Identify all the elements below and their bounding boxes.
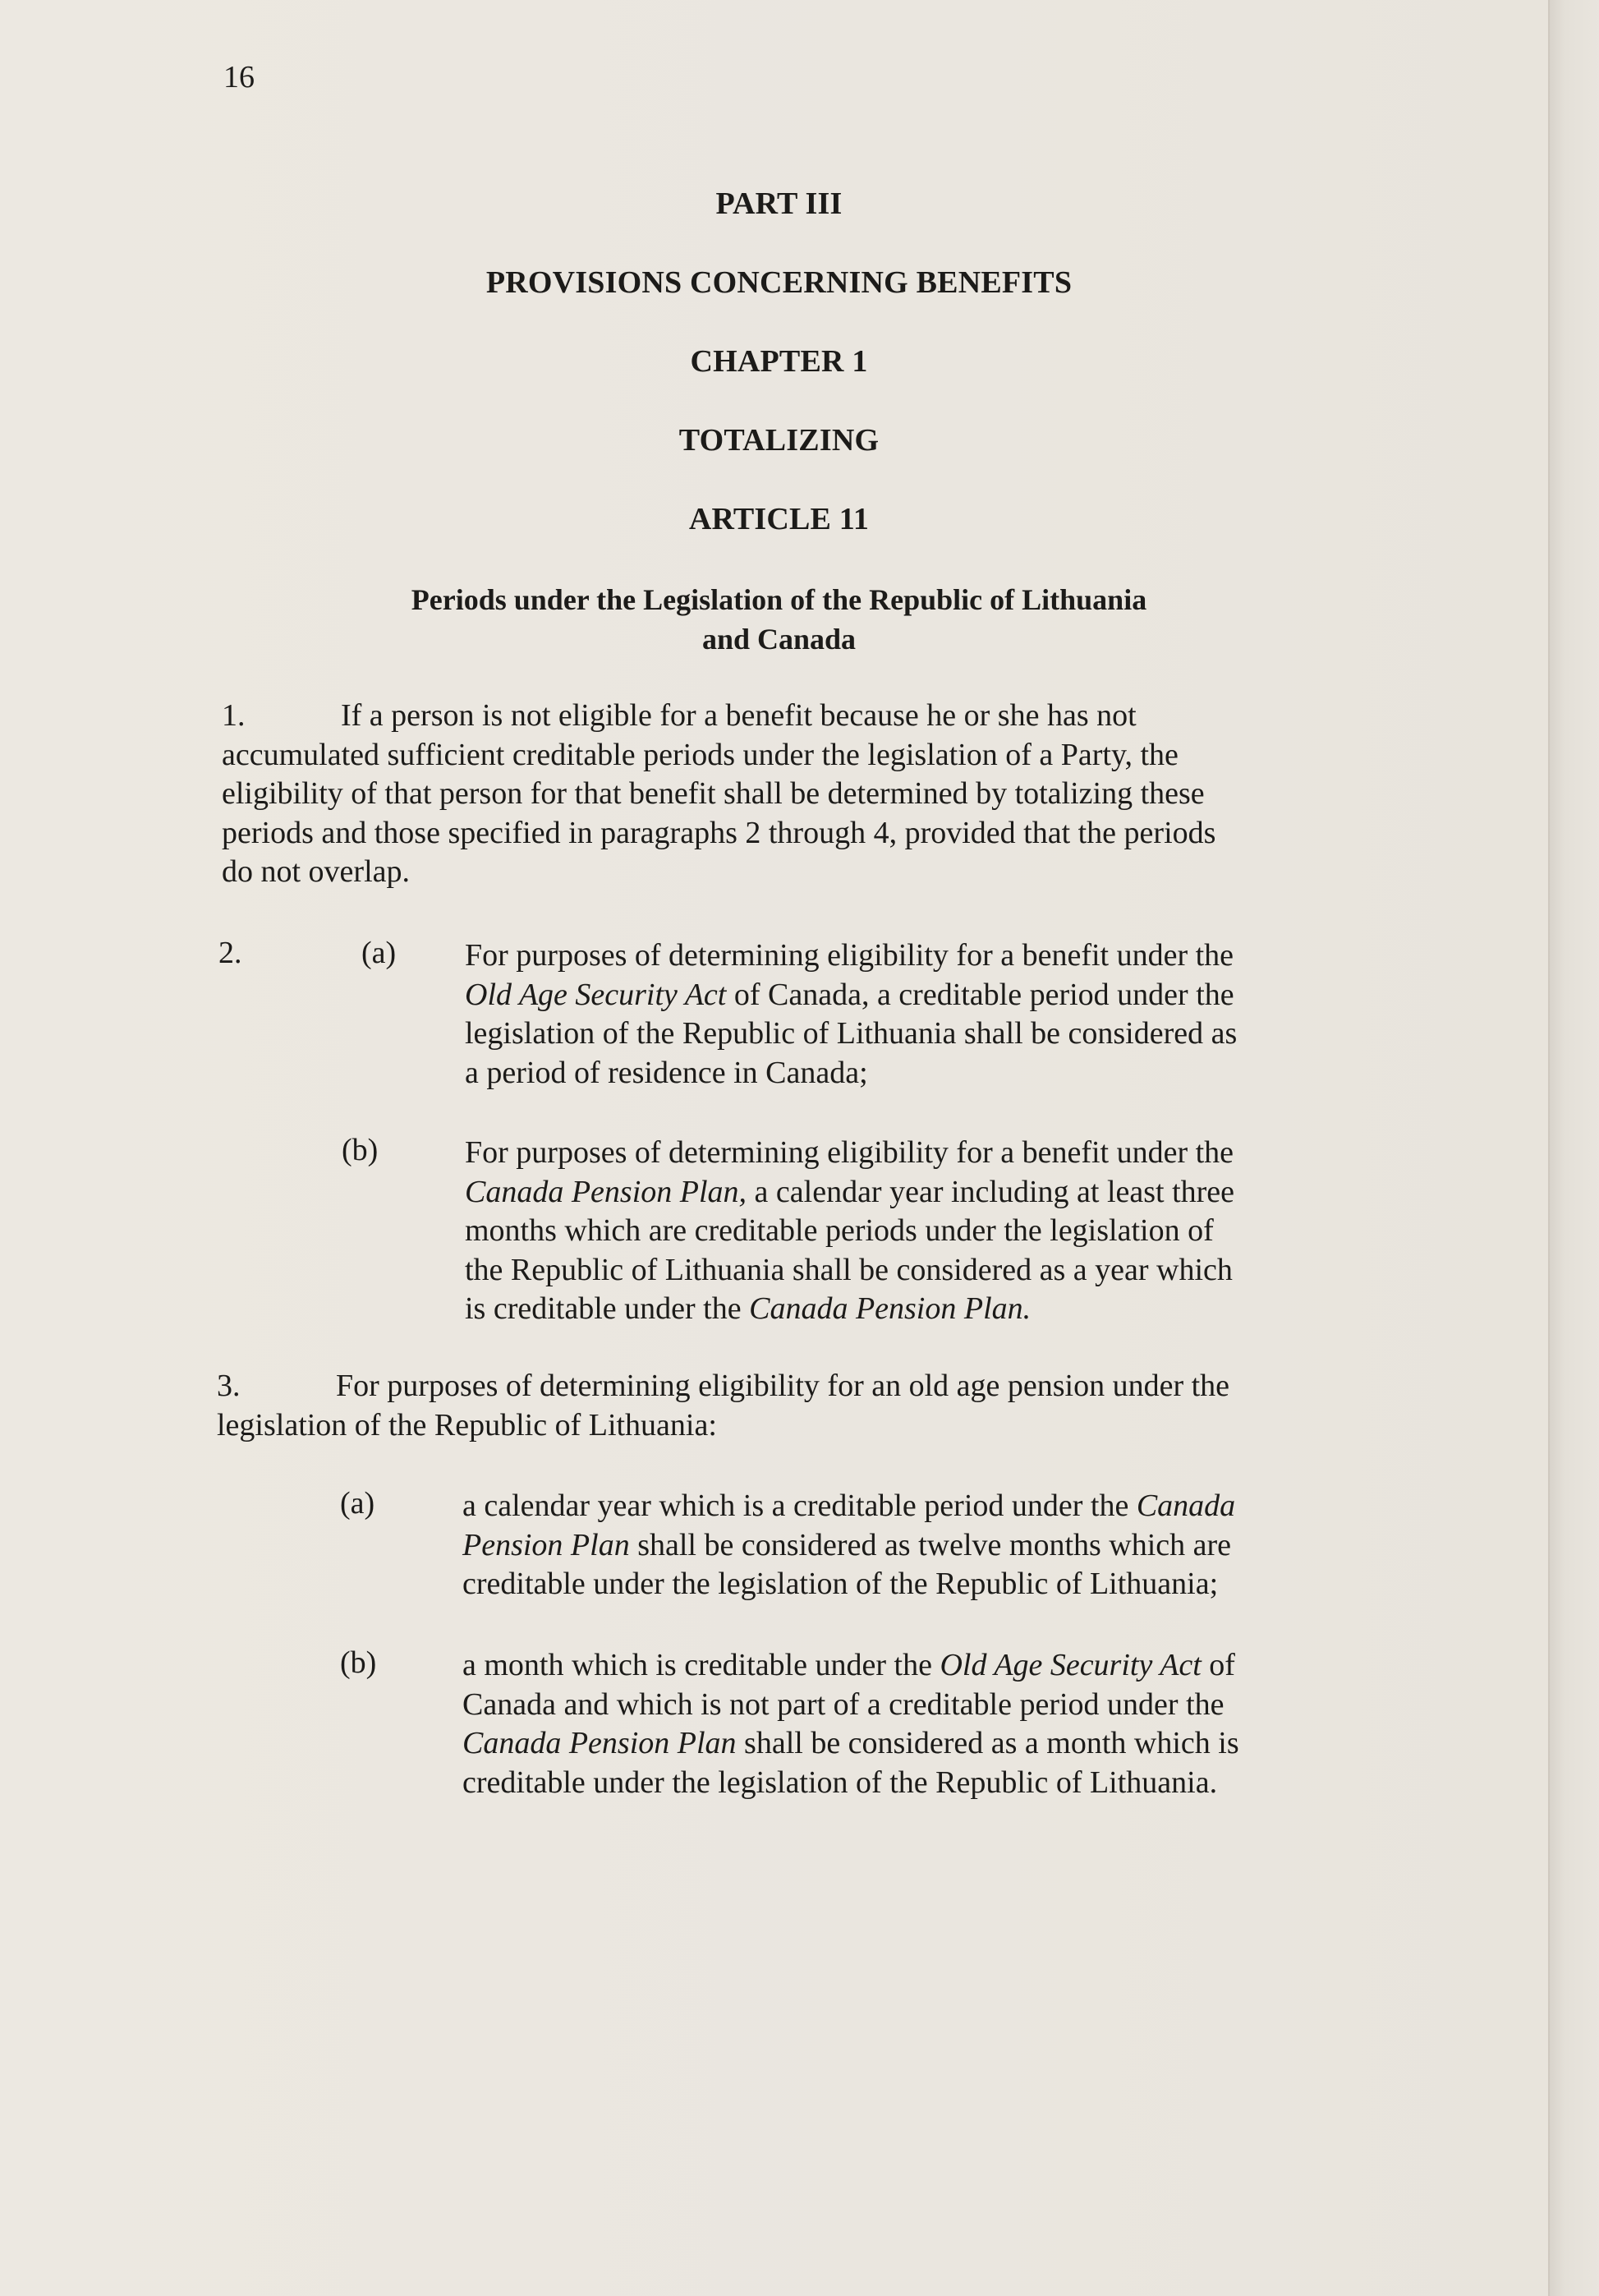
paragraph-3 xyxy=(217,1367,1367,1445)
paragraph-2a-line: For purposes of determining eligibility for a benefit under the xyxy=(465,938,1234,973)
paragraph-2a-line: of Canada, a creditable period under the xyxy=(726,977,1234,1012)
article-title xyxy=(0,580,1558,659)
paragraph-2b-line: For purposes of determining eligibility for a benefit under the xyxy=(465,1135,1234,1170)
paragraph-3-line: For purposes of determining eligibility for an old age pension under the xyxy=(336,1369,1230,1403)
page-number: 16 xyxy=(223,60,255,94)
paragraph-3a xyxy=(462,1487,1374,1604)
paragraph-2b xyxy=(465,1134,1368,1329)
plan-title: Canada Pension Plan xyxy=(462,1726,737,1760)
paragraph-2b-line: is creditable under the xyxy=(465,1291,750,1326)
paragraph-3a-label: (a) xyxy=(340,1486,375,1521)
paragraph-3b-line: creditable under the legislation of the Republic of Lithuania. xyxy=(462,1765,1218,1800)
paragraph-3b-line: of xyxy=(1201,1648,1235,1682)
plan-title: Canada Pension Plan, xyxy=(465,1174,747,1209)
paragraph-1-number: 1. xyxy=(222,698,246,733)
paragraph-1 xyxy=(222,697,1355,892)
paragraph-2b-line: the Republic of Lithuania shall be considered as a year which xyxy=(465,1252,1233,1287)
paragraph-1-line: accumulated sufficient creditable periods under the legislation of a Party, the xyxy=(222,737,1179,772)
paragraph-2b-line: months which are creditable periods under the legislation of xyxy=(465,1213,1214,1248)
paragraph-2a-label: (a) xyxy=(361,936,397,970)
plan-title: Canada Pension Plan. xyxy=(749,1291,1032,1326)
act-title: Old Age Security Act xyxy=(940,1648,1202,1682)
paragraph-3b-label: (b) xyxy=(340,1645,377,1680)
paragraph-3b-line: Canada and which is not part of a creditable period under the xyxy=(462,1686,1225,1722)
article-heading: ARTICLE 11 xyxy=(688,502,870,536)
paragraph-1-line: do not overlap. xyxy=(222,854,411,889)
paragraph-3a-line: a calendar year which is a creditable period under the xyxy=(462,1488,1137,1523)
paragraph-3a-line: creditable under the legislation of the Republic of Lithuania; xyxy=(462,1567,1219,1601)
paragraph-1-line: eligibility of that person for that benefit shall be determined by totalizing these xyxy=(222,776,1205,811)
paragraph-2b-line: a calendar year including at least three xyxy=(747,1174,1235,1209)
paragraph-1-line: If a person is not eligible for a benefit because he or she has not xyxy=(341,698,1137,733)
chapter-title: TOTALIZING xyxy=(678,423,880,458)
paragraph-3-number: 3. xyxy=(217,1369,241,1403)
paragraph-3-line: legislation of the Republic of Lithuania: xyxy=(217,1407,717,1442)
paragraph-1-line: periods and those specified in paragraphs 2 through 4, provided that the periods xyxy=(222,815,1216,850)
paragraph-2-number: 2. xyxy=(218,936,242,970)
act-title: Old Age Security Act xyxy=(465,977,727,1012)
article-title-line1: Periods under the Legislation of the Republic of Lithuania xyxy=(411,583,1147,616)
plan-title: Canada xyxy=(1136,1488,1236,1523)
plan-title: Pension Plan xyxy=(462,1527,630,1562)
paragraph-3a-line: shall be considered as twelve months which are xyxy=(629,1527,1232,1562)
paragraph-2a-line: a period of residence in Canada; xyxy=(465,1055,868,1090)
paragraph-3b xyxy=(462,1646,1374,1802)
paragraph-2a xyxy=(465,936,1368,1093)
article-title-line2: and Canada xyxy=(701,623,857,656)
paragraph-2a-line: legislation of the Republic of Lithuania shall be considered as xyxy=(465,1016,1238,1051)
part-heading: PART III xyxy=(715,186,843,221)
part-title: PROVISIONS CONCERNING BENEFITS xyxy=(485,265,1073,300)
paragraph-3b-line: shall be considered as a month which is xyxy=(736,1726,1239,1760)
chapter-heading: CHAPTER 1 xyxy=(690,344,868,379)
paragraph-2b-label: (b) xyxy=(342,1133,379,1167)
paragraph-3b-line: a month which is creditable under the xyxy=(462,1648,940,1682)
